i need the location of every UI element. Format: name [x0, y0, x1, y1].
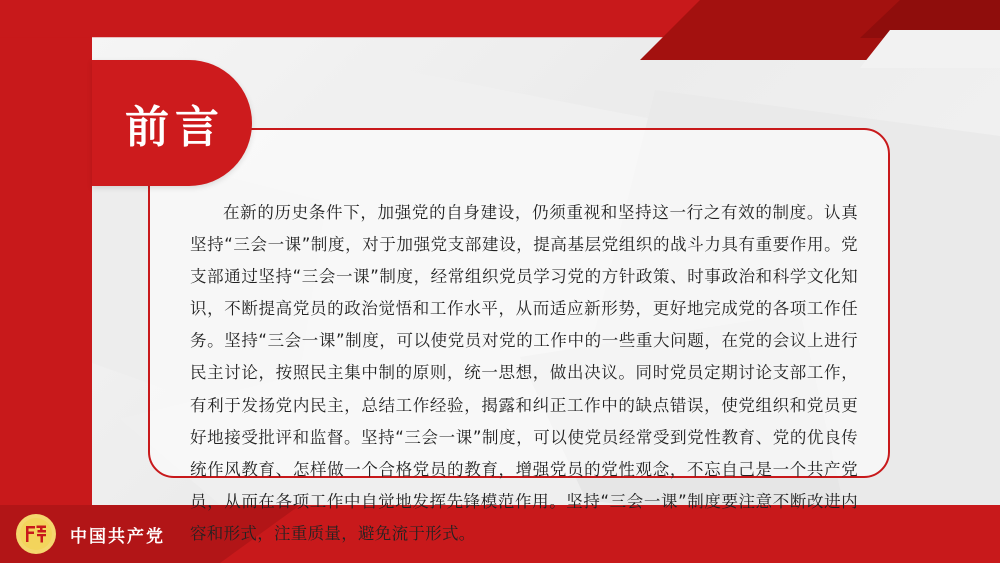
content-card: [148, 128, 890, 544]
party-emblem-icon: [16, 514, 56, 554]
section-title-badge: [92, 60, 252, 186]
top-red-banner: [0, 0, 1000, 68]
left-red-strip-inner: [0, 58, 92, 513]
footer-content: [16, 515, 165, 553]
left-red-strip: [0, 0, 92, 563]
section-title-text: 前言: [125, 102, 225, 153]
footer-label: 中国共产党: [70, 526, 165, 547]
content-paragraph: 在新的历史条件下，加强党的自身建设，仍须重视和坚持这一行之有效的制度。认真坚持“三会一课”制度，对于加强党支部建设，提高基层党组织的战斗力具有重要作用。党支部通过坚持“三会一课”制度，经常组织党员学习党的方针政策、时事政治和科学文化知识，不断提高党员的政治觉悟和工作水平，从而适应新形势，更好地完成党的各项工作任务。坚持“三会一课”制度，可以使党员对党的工作中的一些重大问题，在党的会议上进行民主讨论，按照民主集中制的原则，统一思想，做出决议。同时党员定期讨论支部工作，有利于发扬党内民主，总结工作经验，揭露和纠正工作中的缺点错误，使党组织和党员更好地接受批评和监督。坚持“三会一课”制度，可以使党员经常受到党性教育、党的优良传统作风教育、怎样做一个合格党员的教育，增强党员的党性观念，不忘自己是一个共产党员，从而在各项工作中自觉地发挥先锋模范作用。坚持“三会一课”制度要注意不断改进内容和形式，注重质量，避免流于形式。: [190, 202, 858, 544]
